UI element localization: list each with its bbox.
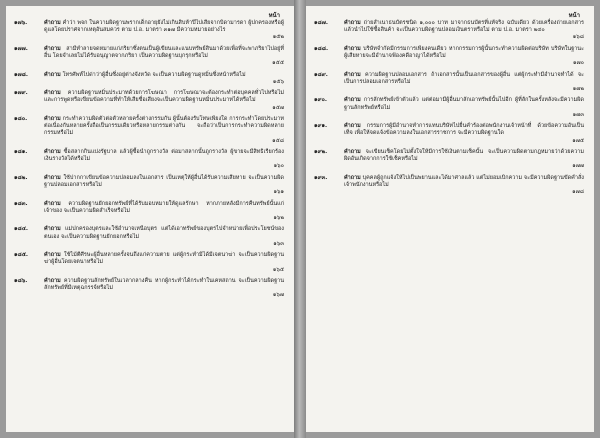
page-number: ๑๖๗ xyxy=(272,292,284,299)
question-entry xyxy=(314,175,584,197)
entry-number: ๑๘๒. xyxy=(14,174,28,181)
entry-body xyxy=(44,175,284,197)
entry-number: ๑๘๓. xyxy=(14,200,28,207)
question-entry xyxy=(14,116,284,145)
question-text: บุคคลผู้ถูกแจ้งให้ไปเป็นพยานและได้มาศาลแล้ว แต่ไม่ยอมเบิกความ จะมีความผิดฐานขัดคำสั่งเจ้าพนักงานหรือไม่ xyxy=(344,174,584,188)
question-entry xyxy=(314,97,584,119)
entry-number: ๑๗๗. xyxy=(14,45,28,52)
question-text: การลักทรัพย์เข้าตัวแล้ว แต่ต่อมามีผู้อื่นมาลักเอาทรัพย์นั้นไปอีก ผู้ที่ลักในครั้งหลังจะมีความผิดฐานลักทรัพย์หรือไม่ xyxy=(344,97,584,111)
question-label: คำถาม xyxy=(344,71,361,78)
page-number: ๑๖๕ xyxy=(272,266,284,273)
question-entry xyxy=(14,20,284,42)
page-number: ๑๕๒ xyxy=(272,34,284,41)
entry-body xyxy=(44,116,284,145)
question-label: คำถาม xyxy=(44,115,61,122)
question-entry xyxy=(14,46,284,68)
entry-body xyxy=(44,72,284,86)
left-entry-list xyxy=(14,20,284,304)
entry-number: ๑๗๘. xyxy=(14,71,28,78)
question-label: คำถาม xyxy=(344,148,361,155)
entry-body xyxy=(344,20,584,42)
question-label: คำถาม xyxy=(344,20,361,26)
book-gutter xyxy=(294,0,306,438)
question-entry xyxy=(14,252,284,274)
question-label: คำถาม xyxy=(44,174,61,181)
question-text: สามีทำลายจดหมายแก่ภริยาซึ่งตนเป็นผู้เขียนและแนบทรัพย์สินมาด้วยเพื่อที่จะพาภริยาไปอยู่ที่อื่น โดยจำเลยไม่ได้รับอนุญาตจากภริยา เป็นความผิดฐานบุกรุกหรือไม่ xyxy=(44,45,284,59)
question-entry xyxy=(14,278,284,300)
question-text: ความผิดฐานลักทรัพย์ในเวลากลางคืน หากผู้กระทำได้กระทำในเคหสถาน จะเป็นความผิดฐานลักทรัพย์ที่มีเหตุฉกรรจ์หรือไม่ xyxy=(44,277,285,292)
question-label: คำถาม xyxy=(44,252,61,259)
page-header-label: หน้า xyxy=(268,12,280,19)
question-label: คำถาม xyxy=(44,20,61,26)
entry-number: ๑๘๕. xyxy=(14,252,28,259)
entry-number: ๑๙๐. xyxy=(314,97,327,104)
question-entry xyxy=(14,72,284,86)
page-number: ๑๕๘ xyxy=(272,137,284,144)
question-text: ความผิดฐานยักยอกทรัพย์ที่ได้รับมอบหมายให้ดูแลรักษา หากภายหลังมีการคืนทรัพย์นั้นแก่เจ้าของ จะเป็นความผิดสำเร็จหรือไม่ xyxy=(44,200,284,214)
entry-number: ๑๘๗. xyxy=(314,20,328,26)
question-entry xyxy=(14,90,284,112)
question-entry xyxy=(14,175,284,197)
entry-number: ๑๘๖. xyxy=(14,277,28,284)
question-entry xyxy=(314,72,584,94)
question-label: คำถาม xyxy=(44,226,61,233)
question-text: คำว่า พจก ในความผิดฐานพรากเด็กอายุยังไม่เกินสิบห้าปีไปเสียจากบิดามารดา ผู้ปกครองหรือผู้ดูแลโดยปราศจากเหตุอันสมควร ตาม ป.อ. มาตรา ๓๑๗ มีความหมายอย่างไร xyxy=(44,20,284,34)
entry-number: ๑๘๘. xyxy=(314,45,329,52)
entry-number: ๑๘๙. xyxy=(314,71,328,78)
question-text: ความผิดฐานหมิ่นประมาทด้วยการโฆษณา การโฆษณาจะต้องกระทำต่อบุคคลทั่วไปหรือไม่ และการพูดหรือเขียนข้อความที่ทำให้เสียชื่อเสียงจะเป็นความผิดฐานหมิ่นประมาทได้หรือไม่ xyxy=(44,90,284,104)
question-text: แม่ปกครองบุตรและใช้อำนาจเหนือบุตร แต่ได้เอาทรัพย์ของบุตรไปจำหน่ายเพื่อประโยชน์ของตนเอง จะเป็นความผิดฐานยักยอกหรือไม่ xyxy=(44,226,284,240)
page-number: ๑๗๓ xyxy=(572,111,584,118)
entry-body xyxy=(44,201,284,223)
entry-number: ๑๘๔. xyxy=(14,226,28,233)
question-text: จะเขียนเช็คโดยไม่ตั้งใจให้มีการใช้เงินตามเช็คนั้น จะเป็นความผิดตามกฎหมายว่าด้วยความผิดอันเกิดจากการใช้เช็คหรือไม่ xyxy=(344,148,585,163)
page-number: ๑๕๖ xyxy=(272,78,284,85)
entry-body xyxy=(344,97,584,119)
page-number: ๑๗๕ xyxy=(572,137,584,144)
entry-body xyxy=(44,90,284,112)
question-label: คำถาม xyxy=(344,123,361,130)
question-label: คำถาม xyxy=(344,97,361,104)
entry-number: ๑๙๒. xyxy=(314,148,328,155)
page-number: ๑๕๗ xyxy=(272,104,284,111)
entry-number: ๑๘๑. xyxy=(14,148,28,155)
page-number: ๑๖๐ xyxy=(273,163,284,170)
question-text: ความผิดฐานปลอมเอกสาร ถ้าเอกสารนั้นเป็นเอกสารของผู้อื่น แต่ผู้กระทำมีอำนาจทำได้ จะเป็นการปลอมเอกสารหรือไม่ xyxy=(344,71,584,85)
entry-body xyxy=(44,20,284,42)
entry-body xyxy=(344,149,584,171)
right-page xyxy=(306,6,594,432)
entry-body xyxy=(344,46,584,68)
question-label: คำถาม xyxy=(44,90,61,97)
question-label: คำถาม xyxy=(44,277,61,284)
question-entry xyxy=(14,149,284,171)
entry-number: ๑๙๑. xyxy=(314,123,328,130)
question-entry xyxy=(314,149,584,171)
question-entry xyxy=(14,201,284,223)
question-label: คำถาม xyxy=(344,45,361,52)
entry-body xyxy=(44,278,284,300)
question-text: กรรมการผู้มีอำนาจทำการแทนบริษัทไปยื่นคำร้องต่อพนักงานเจ้าหน้าที่ ด้วยข้อความอันเป็นเท็จ เพื่อให้จดแจ้งข้อความลงในเอกสารราชการ จะมีความผิดฐานใด xyxy=(344,123,584,137)
right-entry-list xyxy=(314,20,584,201)
question-entry xyxy=(14,226,284,248)
entry-number: ๑๘๐. xyxy=(14,115,28,122)
page-number: ๑๖๑ xyxy=(273,189,284,196)
question-entry xyxy=(314,20,584,42)
page-number: ๑๖๘ xyxy=(572,34,584,41)
entry-number: ๑๗๙. xyxy=(14,90,28,97)
question-text: ใช้ปากกาเขียนข้อความปลอมลงในเอกสาร เป็นเหตุให้ผู้อื่นได้รับความเสียหาย จะเป็นความผิดฐานปลอมเอกสารหรือไม่ xyxy=(44,174,284,188)
page-header-label: หน้า xyxy=(568,12,580,19)
page-number: ๑๗๒ xyxy=(572,86,584,92)
entry-number: ๑๗๖. xyxy=(14,20,28,26)
page-number: ๑๗๗ xyxy=(572,163,584,170)
page-number: ๑๖๒ xyxy=(273,214,284,221)
entry-body xyxy=(44,149,284,171)
question-text: ซื้อสลากกินแบ่งรัฐบาล แล้วผู้ซื้อนำถูกรางวัล ต่อมาสลากนั้นถูกรางวัล ผู้ขายจะมีสิทธิเรียกร้องเงินรางวัลได้หรือไม่ xyxy=(44,148,284,163)
question-label: คำถาม xyxy=(44,71,61,78)
entry-body xyxy=(44,226,284,248)
entry-body xyxy=(344,72,584,94)
question-text: กระทำความผิดตัวต่อตัวหลายครั้งต่างกรรมกัน ผู้นั้นต้องรับโทษเพียงใด การกระทำโดยประมาทต่อเนื่องกันหลายครั้งถือเป็นกรรมเดียวหรือหลายกรรมต่างกัน จะถือว่าเป็นการกระทำความผิดหลายกรรมหรือไม่ xyxy=(44,115,285,137)
entry-body xyxy=(344,123,584,145)
question-label: คำถาม xyxy=(44,200,61,207)
entry-number: ๑๙๓. xyxy=(314,174,328,181)
question-label: คำถาม xyxy=(344,174,361,181)
page-number: ๑๕๕ xyxy=(272,60,284,67)
question-label: คำถาม xyxy=(44,148,61,155)
question-text: โทรศัพท์ไปด่าว่าผู้อื่นซึ่งอยู่ต่างจังหวัด จะเป็นความผิดฐานดูหมิ่นซึ่งหน้าหรือไม่ xyxy=(62,71,246,78)
question-entry xyxy=(314,123,584,145)
question-entry xyxy=(314,46,584,68)
entry-body xyxy=(44,252,284,274)
left-page xyxy=(6,6,294,432)
entry-body xyxy=(44,46,284,68)
page-number: ๑๗๐ xyxy=(573,60,584,67)
question-label: คำถาม xyxy=(44,45,61,52)
question-text: บริษัทจำกัดมีกรรมการเพียงคนเดียว หากกรรมการผู้นั้นกระทำความผิดต่อบริษัท บริษัทในฐานะผู้เสียหายจะมีอำนาจฟ้องคดีอาญาได้หรือไม่ xyxy=(344,45,585,59)
page-number: ๑๗๘ xyxy=(572,189,584,196)
entry-body xyxy=(344,175,584,197)
page-number: ๑๖๓ xyxy=(273,240,284,247)
question-text: ถ่ายสำเนาธนบัตรชนิด ๑,๐๐๐ บาท มาจากธนบัตรที่แท้จริง ฉบับเดียว ด้วยเครื่องถ่ายเอกสาร แล้วนำไปใช้ซื้อสินค้า จะเป็นความผิดฐานปลอมเงินตราหรือไม่ ตาม ป.อ. มาตรา ๒๔๐ xyxy=(344,20,585,34)
question-text: ใช้ไม้ตีศีรษะผู้อื่นหลายครั้งจนถึงแก่ความตาย แต่ผู้กระทำมิได้มีเจตนาฆ่า จะเป็นความผิดฐานฆ่าผู้อื่นโดยเจตนาหรือไม่ xyxy=(44,252,285,266)
